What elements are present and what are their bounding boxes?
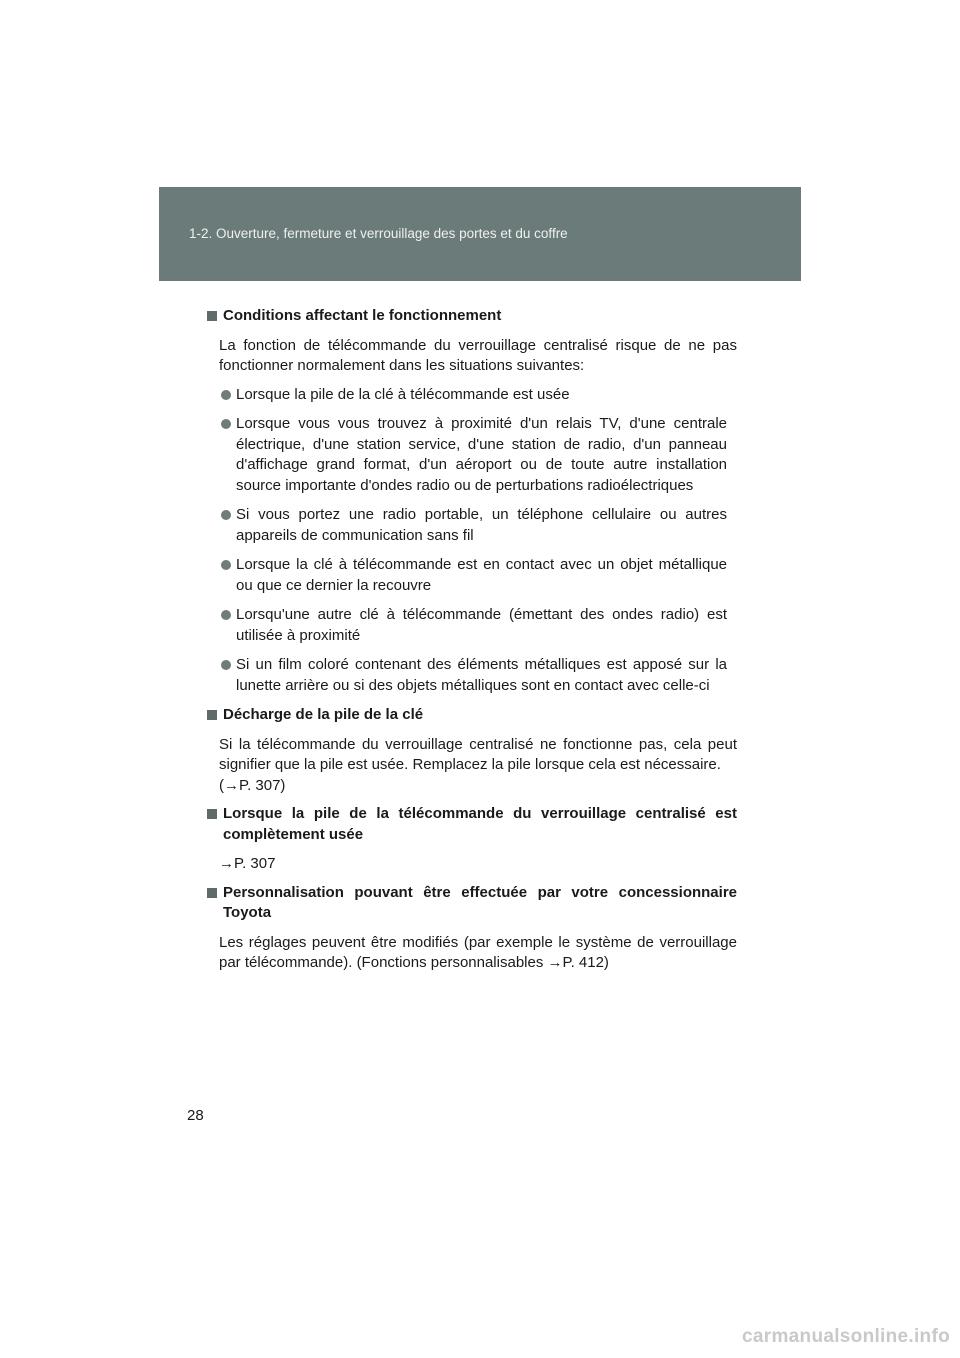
round-bullet-icon — [221, 560, 231, 570]
list-item — [207, 555, 737, 596]
conditions-intro: La fonction de télécommande du verrouillage centralisé risque de ne pas fonctionner normalement dans les situations suivantes: — [219, 336, 737, 374]
customization-body: Les réglages peuvent être modifiés (par exemple le système de verrouillage par télécommande). (Fonctions personnalisables →P. 412) — [219, 933, 737, 971]
section-title: 1-2. Ouverture, fermeture et verrouillage des portes et du coffre — [189, 226, 568, 241]
round-bullet-icon — [221, 510, 231, 520]
list-item-text: Lorsqu'une autre clé à télécommande (émettant des ondes radio) est utilisée à proximité — [236, 606, 727, 644]
heading-discharge — [207, 705, 737, 726]
square-bullet-icon — [207, 311, 217, 321]
heading-text: Lorsque la pile de la télécommande du verrouillage centralisé est complètement usée — [223, 805, 737, 843]
round-bullet-icon — [221, 660, 231, 670]
round-bullet-icon — [221, 419, 231, 429]
list-item — [207, 414, 737, 496]
heading-text: Décharge de la pile de la clé — [223, 706, 424, 723]
discharge-body: Si la télécommande du verrouillage centralisé ne fonctionne pas, cela peut signifier que la pile est usée. Remplacez la pile lorsque cela est nécessaire. — [219, 735, 737, 773]
list-item — [207, 655, 737, 696]
page-number: 28 — [187, 1107, 204, 1124]
square-bullet-icon — [207, 710, 217, 720]
list-item-text: Lorsque la pile de la clé à télécommande est usée — [236, 385, 570, 403]
heading-fully-discharged — [207, 804, 737, 845]
square-bullet-icon — [207, 809, 217, 819]
round-bullet-icon — [221, 610, 231, 620]
list-item-text: Lorsque vous vous trouvez à proximité d'un relais TV, d'une centrale électrique, d'une station service, d'une station de radio, d'un panneau d'affichage grand format, d'un aéroport ou de toute autre installation source importante d'ondes radio ou de perturbations radioélectriques — [236, 415, 727, 494]
square-bullet-icon — [207, 888, 217, 898]
page-content — [207, 306, 737, 982]
section-header — [159, 187, 801, 281]
list-item — [207, 605, 737, 646]
heading-text: Conditions affectant le fonctionnement — [223, 307, 502, 324]
heading-text: Personnalisation pouvant être effectuée par votre concessionnaire Toyota — [223, 883, 737, 921]
list-item-text: Si un film coloré contenant des éléments métalliques est apposé sur la lunette arrière ou si des objets métalliques sont en contact avec celle-ci — [236, 656, 727, 694]
round-bullet-icon — [221, 390, 231, 400]
heading-customization — [207, 883, 737, 924]
heading-conditions — [207, 306, 737, 327]
list-item-text: Si vous portez une radio portable, un téléphone cellulaire ou autres appareils de communication sans fil — [236, 506, 727, 544]
fully-discharged-page-reference: →P. 307 — [219, 855, 276, 872]
watermark: carmanualsonline.info — [742, 1326, 950, 1347]
list-item — [207, 505, 737, 546]
list-item — [207, 385, 737, 406]
discharge-page-reference: (→P. 307) — [219, 776, 286, 794]
list-item-text: Lorsque la clé à télécommande est en contact avec un objet métallique ou que ce dernier la recouvre — [236, 556, 727, 594]
